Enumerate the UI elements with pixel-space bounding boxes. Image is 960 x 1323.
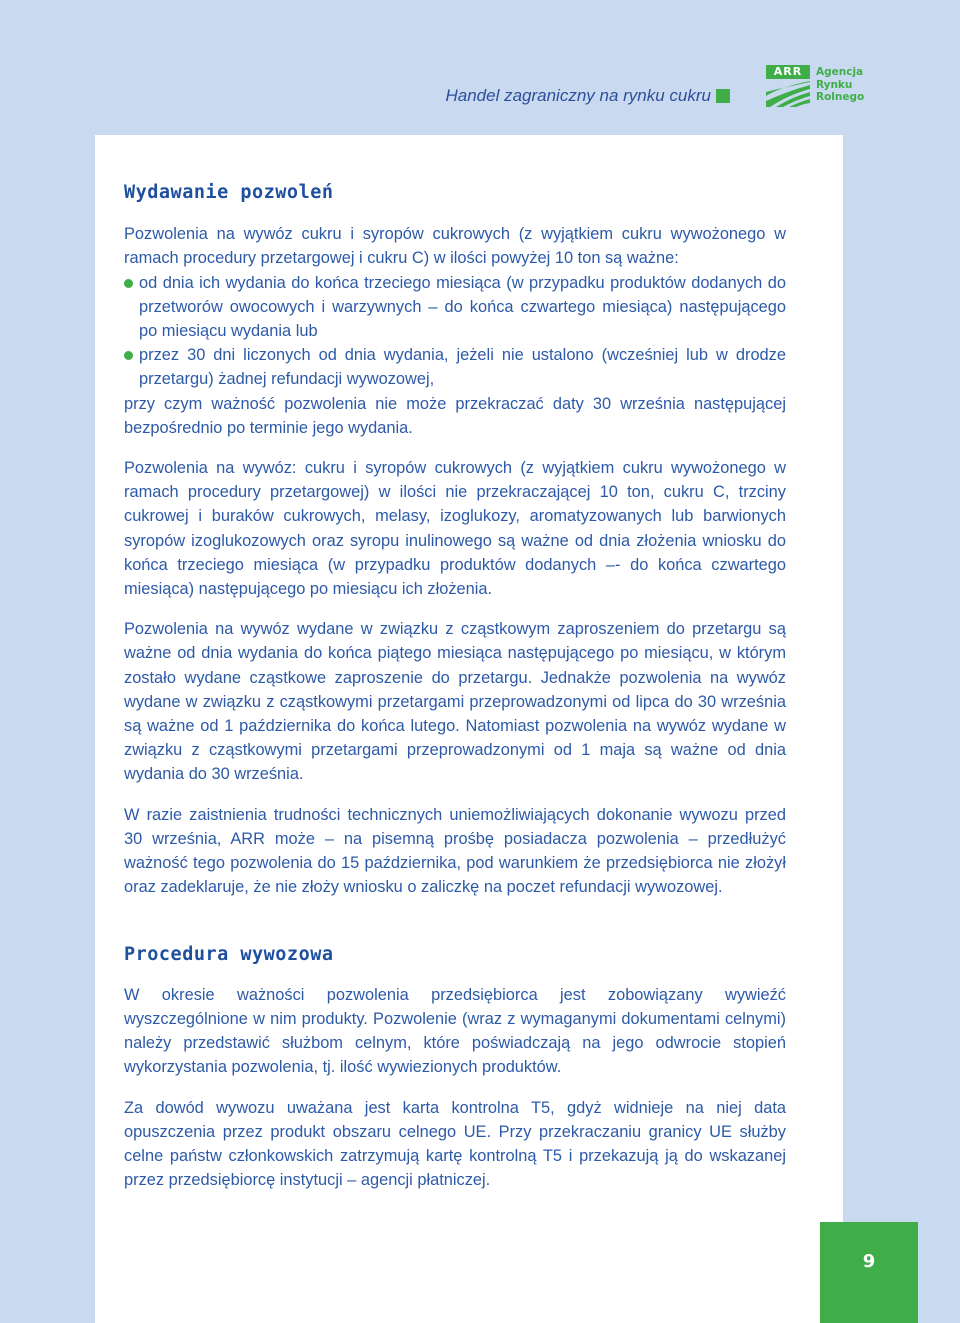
list-item-text: przez 30 dni liczonych od dnia wydania, jeżeli nie ustalono (wcześniej lub w drodze przetargu) żadnej refundacji wywozowej, — [139, 346, 786, 389]
section-heading-export-procedure: Procedura wywozowa — [124, 944, 334, 966]
validity-list — [124, 271, 786, 392]
logo-line-3: Rolnego — [816, 91, 865, 103]
list-item — [124, 343, 786, 391]
list-item — [124, 271, 786, 344]
arr-logo — [766, 65, 876, 107]
paragraph: Za dowód wywozu uważana jest karta kontrolna T5, gdyż widnieje na niej data opuszczenia przez produkt obszaru celnego UE. Przy przekraczaniu granicy UE służby celne państw członkowskich zatrzymują kartę kontrolną T5 i przekazują ją do wskazanej przez przedsiębiorcę instytucji – agencji płatniczej. — [124, 1098, 786, 1190]
running-header-text: Handel zagraniczny na rynku cukru — [445, 86, 711, 105]
paragraph: Pozwolenia na wywóz: cukru i syropów cukrowych (z wyjątkiem cukru wywożonego w ramach procedury przetargowej) w ilości nie przekraczającej 10 ton, cukru C, trzciny cukrowej i buraków cukrowych, melasy, izoglukozy, aromatyzowanych lub barwionych syropów izoglukozowych oraz syropu inulinowego są ważne od dnia złożenia wniosku do końca trzeciego miesiąca (w przypadku produktów dodanych –- do końca czwartego miesiąca) następującego po miesiącu ich złożenia. — [124, 459, 786, 599]
running-header — [445, 86, 730, 106]
logo-text — [816, 66, 864, 104]
header-square-icon — [716, 89, 730, 103]
arr-logo-mark — [766, 65, 810, 107]
page-content — [124, 135, 786, 1192]
logo-line-1: Agencja — [816, 66, 864, 78]
section-heading-permits: Wydawanie pozwoleń — [124, 182, 334, 203]
page-sheet — [95, 135, 843, 1323]
logo-badge: ARR — [766, 65, 810, 79]
paragraph: Pozwolenia na wywóz wydane w związku z cząstkowym zaproszeniem do przetargu są ważne od dnia wydania do końca piątego miesiąca następującego po miesiącu, w którym zostało wydane cząstkowe zaproszenie do przetargu. Jednakże pozwolenia na wywóz wydane w związku z cząstkowymi przetargami przeprowadzonymi od lipca do 30 września są ważne od 1 października do końca lutego. Natomiast pozwolenia na wywóz wydane w związku z cząstkowymi przetargami przeprowadzonymi od 1 maja są ważne od dnia wydania do 30 września. — [124, 620, 786, 784]
bullet-icon — [124, 279, 133, 288]
paragraph: W okresie ważności pozwolenia przedsiębiorca jest zobowiązany wywieźć wyszczególnione w nim produkty. Pozwolenie (wraz z wymaganymi dokumentami celnymi) należy przedstawić służbom celnym, które poświadczają na jego odwrocie stopień wykorzystania pozwolenia, tj. ilość wywiezionych produktów. — [124, 985, 786, 1077]
page-number: 9 — [862, 1251, 876, 1272]
list-item-text: od dnia ich wydania do końca trzeciego miesiąca (w przypadku produktów dodanych do przetworów owocowych i warzywnych – do końca czwartego miesiąca) następującego po miesiącu wydania lub — [139, 273, 786, 341]
logo-line-2: Rynku — [816, 78, 853, 91]
page-number-box — [820, 1222, 918, 1323]
field-stripes-icon — [766, 81, 810, 107]
paragraph: W razie zaistnienia trudności technicznych uniemożliwiających dokonanie wywozu przed 30 września, ARR może – na pisemną prośbę posiadacza pozwolenia – przedłużyć ważność tego pozwolenia do 15 października, pod warunkiem że przedsiębiorca nie złożył oraz zadeklaruje, że nie złoży wniosku o zaliczkę na poczet refundacji wywozowej. — [124, 805, 786, 897]
bullet-icon — [124, 351, 133, 360]
paragraph-intro: Pozwolenia na wywóz cukru i syropów cukrowych (z wyjątkiem cukru wywożonego w ramach procedury przetargowej i cukru C) w ilości powyżej 10 ton są ważne: — [124, 225, 786, 268]
paragraph-validity-limit: przy czym ważność pozwolenia nie może przekraczać daty 30 września następującej bezpośrednio po terminie jego wydania. — [124, 394, 786, 437]
